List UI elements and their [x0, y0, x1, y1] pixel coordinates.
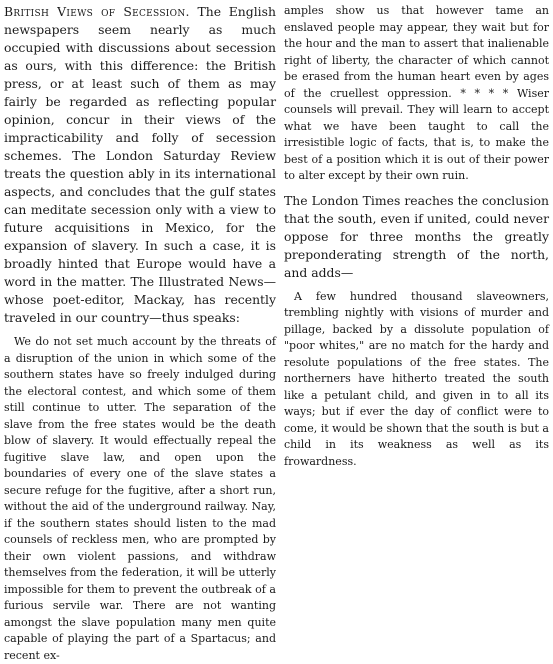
left-column: [4, 3, 284, 662]
article-heading: British Views of Secession.: [4, 4, 190, 19]
paragraph-spacer: [284, 282, 549, 289]
right-column: [284, 3, 549, 600]
intro-text: The English newspapers seem nearly as much occupied with discussions about secession as ours, with this difference: the British press, or at least such of them as may fairly be regarded as reflecting popular opinion, concur in their views of the impracticability and folly of secession schemes. The London Saturday Review treats the question ably in its international aspects, and concludes that the gulf states can meditate secession only with a view to future acquisitions in Mexico, for the expansion of slavery. In such a case, it is broadly hinted that Europe would have a word in the matter. The Illustrated News—whose poet-editor, Mackay, has recently traveled in our country—thus speaks:: [4, 4, 276, 325]
paragraph-spacer: [284, 185, 549, 192]
times-quote: A few hundred thousand slaveowners, trembling nightly with visions of murder and pillage, backed by a dissolute population of "poor whites," are no match for the hardy and resolute populations of the free states. The northerners have hitherto treated the south like a petulant child, and given in to all its ways; but if ever the day of conflict were to come, it would be shown that the south is but a child in its weakness as well as its frowardness.: [284, 289, 549, 468]
intro-paragraph: [4, 3, 276, 327]
paragraph-spacer: [4, 327, 276, 334]
illustrated-news-quote-continued: amples show us that however tame an enslaved people may appear, they wait but for the hour and the man to assert that inalienable right of liberty, the character of which cannot be erased from the human heart even by ages of the cruellest oppression. * * * * Wiser counsels will prevail. They will learn to accept what we have been taught to call the irresistible logic of facts, that is, to make the best of a position which it is out of their power to alter except by their own ruin.: [284, 4, 549, 182]
illustrated-news-quote: We do not set much account by the threats of a disruption of the union in which some of the southern states have so freely indulged during the electoral contest, and which some of them still continue to utter. The separation of the slave from the free states would be the death blow of slavery. It would effectually repeal the fugitive slave law, and open upon the boundaries of every one of the slave states a secure refuge for the fugitive, after a short run, without the aid of the underground railway. Nay, if the southern states should listen to the mad counsels of reckless men, who are prompted by their own violent passions, and withdraw themselves from the federation, it will be utterly impossible for them to prevent the outbreak of a furious servile war. There are not wanting amongst the slave population many men quite capable of playing the part of a Spartacus; and recent ex-: [4, 335, 276, 662]
times-intro-paragraph: The London Times reaches the conclusion that the south, even if united, could never oppose for three months the greatly preponderating strength of the north, and adds—: [284, 192, 549, 280]
